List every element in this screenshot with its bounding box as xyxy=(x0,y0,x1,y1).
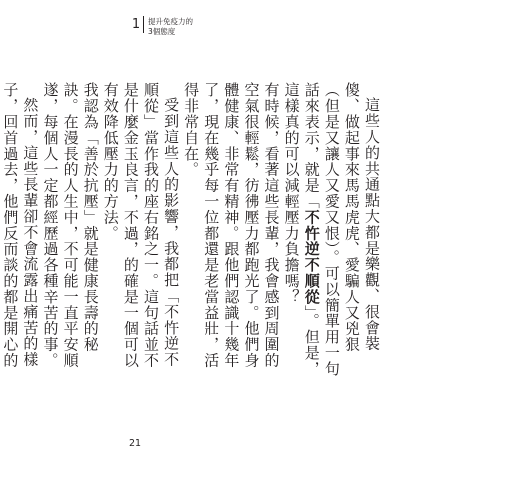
page-number: 21 xyxy=(129,438,142,449)
paragraph-4: 我認為「善於抗壓」就是健康長壽的秘訣。在漫長的人生中，不可能一直平安順遂，每個人一定都經歷過各種辛苦的事。 xyxy=(41,82,100,369)
chapter-title xyxy=(148,17,193,36)
paragraph-2: 有時候，看著這些長輩，我會感到周圍的空氣很輕鬆，彷彿壓力都跑光了。他們身體健康、非常有精神。跟他們認識十幾年了，現在幾乎每一位都還是老當益壯，活得非常自在。 xyxy=(182,82,281,369)
paragraph-5: 然而，這些長輩卻不會流露出痛苦的樣子，回首過去，他們反而談的都是開心的 xyxy=(1,82,40,369)
motto-emphasis: 不忤逆不順從 xyxy=(302,209,321,305)
chapter-number xyxy=(129,16,144,33)
paragraph-1 xyxy=(282,82,382,382)
chapter-number-text: 1 xyxy=(131,17,141,32)
paragraph-3: 受到這些人的影響，我都把「不忤逆不順從」當作我的座右銘之一。這句話並不是什麼金玉良言，不過，的確是一個可以有效降低壓力的方法。 xyxy=(101,82,181,369)
chapter-title-line-2: 3個態度 xyxy=(148,26,176,36)
paragraph-1-part-b: 」。但是，這樣真的可以減輕壓力負擔嗎？ xyxy=(282,82,321,377)
chapter-title-line-1: 提升免疫力的 xyxy=(148,17,193,26)
paragraph-1-part-a: 這些人的共通點大都是樂觀、很會裝傻、做起事來馬馬虎虎、愛騙人又兇狠（但是又讓人又愛又恨）。可以簡單用一句話來表示，就是「 xyxy=(302,82,381,377)
body-text xyxy=(1,82,382,382)
